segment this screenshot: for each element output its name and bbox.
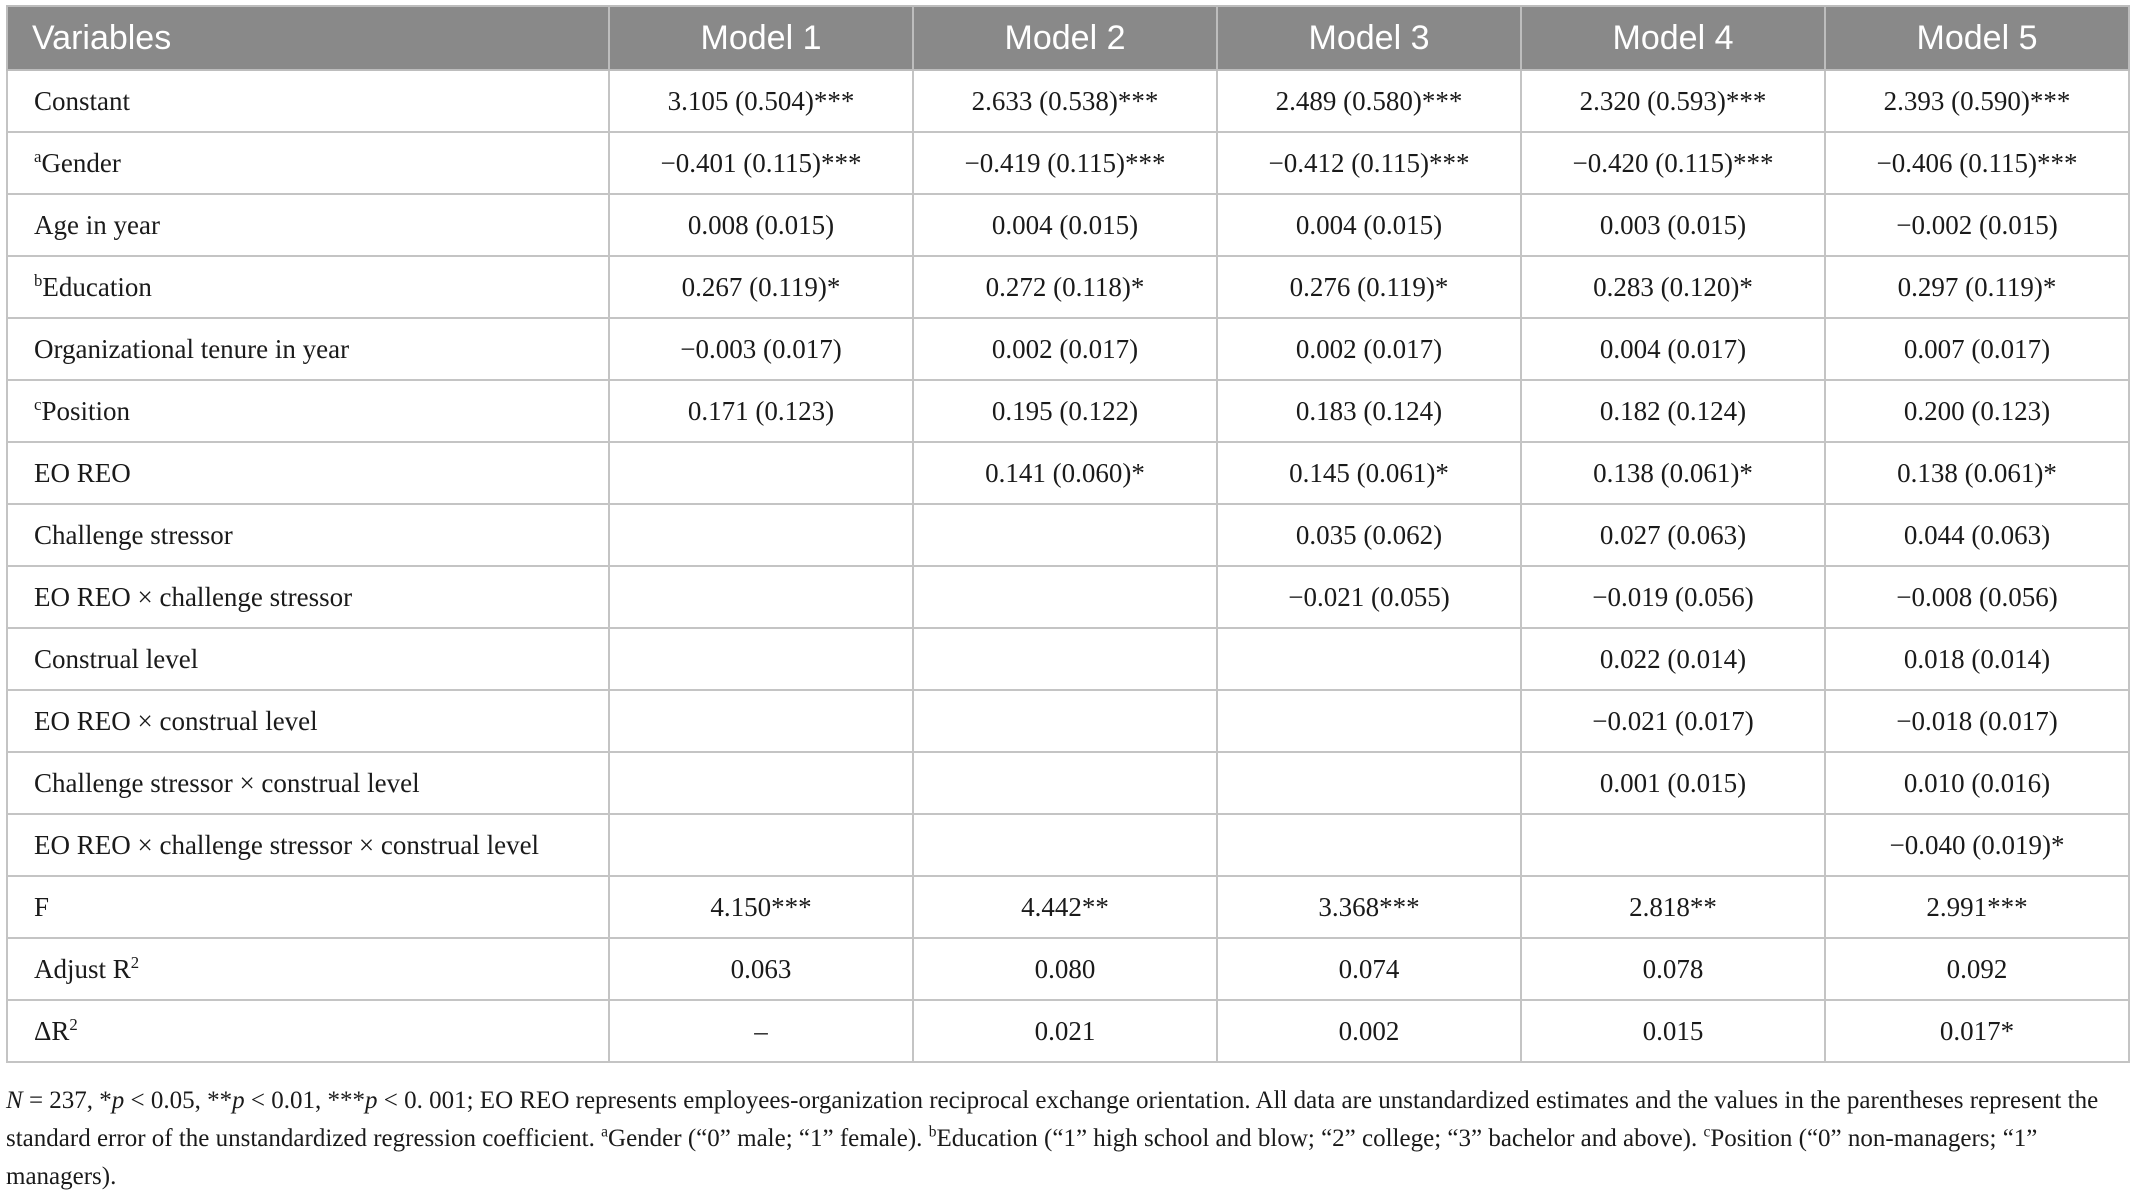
model-4-cell: −0.021 (0.017) bbox=[1521, 690, 1825, 752]
table-row bbox=[7, 814, 2129, 876]
header-model-2: Model 2 bbox=[913, 6, 1217, 70]
model-3-cell: 0.183 (0.124) bbox=[1217, 380, 1521, 442]
model-3-cell: −0.412 (0.115)*** bbox=[1217, 132, 1521, 194]
variable-cell bbox=[7, 132, 609, 194]
note-education: Education (“1” high school and blow; “2” college; “3” bachelor and above). bbox=[936, 1125, 1704, 1152]
model-1-cell: 4.150*** bbox=[609, 876, 913, 938]
model-1-cell bbox=[609, 814, 913, 876]
model-3-cell: −0.021 (0.055) bbox=[1217, 566, 1521, 628]
model-5-cell: 0.017* bbox=[1825, 1000, 2129, 1062]
model-5-cell: 2.991*** bbox=[1825, 876, 2129, 938]
model-5-cell: −0.406 (0.115)*** bbox=[1825, 132, 2129, 194]
model-4-cell: 2.320 (0.593)*** bbox=[1521, 70, 1825, 132]
model-2-cell: 0.002 (0.017) bbox=[913, 318, 1217, 380]
model-3-cell: 0.002 bbox=[1217, 1000, 1521, 1062]
table-row bbox=[7, 1000, 2129, 1062]
model-1-cell: 0.267 (0.119)* bbox=[609, 256, 913, 318]
variable-cell bbox=[7, 504, 609, 566]
table-row bbox=[7, 442, 2129, 504]
note-part2: < 0.05, ** bbox=[124, 1087, 233, 1114]
model-2-cell: 4.442** bbox=[913, 876, 1217, 938]
variable-label: Education bbox=[42, 271, 152, 302]
header-model-4: Model 4 bbox=[1521, 6, 1825, 70]
table-row bbox=[7, 628, 2129, 690]
header-row bbox=[7, 6, 2129, 70]
variable-cell bbox=[7, 814, 609, 876]
regression-table-container bbox=[6, 5, 2129, 1063]
model-2-cell: 0.272 (0.118)* bbox=[913, 256, 1217, 318]
table-row bbox=[7, 690, 2129, 752]
variable-label: EO REO × challenge stressor bbox=[34, 581, 353, 612]
note-part4: < 0. 001; EO REO represents employees-organization reciprocal exchange orientation. All data are unstandardized estimates and the values in the parentheses represent the standard error of the unstandardized regression coefficient. bbox=[6, 1087, 2099, 1152]
model-3-cell bbox=[1217, 690, 1521, 752]
variable-cell bbox=[7, 256, 609, 318]
model-2-cell bbox=[913, 628, 1217, 690]
variable-label: ΔR bbox=[34, 1015, 70, 1046]
variable-label: Age in year bbox=[34, 209, 160, 240]
model-5-cell: 0.044 (0.063) bbox=[1825, 504, 2129, 566]
variable-cell bbox=[7, 318, 609, 380]
variable-label-superscript: 2 bbox=[69, 1014, 78, 1034]
model-3-cell bbox=[1217, 752, 1521, 814]
table-row bbox=[7, 876, 2129, 938]
table-footnote bbox=[6, 1082, 2131, 1196]
model-4-cell: 0.022 (0.014) bbox=[1521, 628, 1825, 690]
model-5-cell: −0.008 (0.056) bbox=[1825, 566, 2129, 628]
model-2-cell: 0.021 bbox=[913, 1000, 1217, 1062]
model-4-cell: 0.283 (0.120)* bbox=[1521, 256, 1825, 318]
model-4-cell: 0.027 (0.063) bbox=[1521, 504, 1825, 566]
note-gender: Gender (“0” male; “1” female). bbox=[608, 1125, 929, 1152]
model-5-cell: 0.010 (0.016) bbox=[1825, 752, 2129, 814]
model-4-cell: 2.818** bbox=[1521, 876, 1825, 938]
variable-cell bbox=[7, 194, 609, 256]
variable-cell bbox=[7, 752, 609, 814]
model-4-cell: 0.003 (0.015) bbox=[1521, 194, 1825, 256]
note-part1: = 237, * bbox=[22, 1087, 112, 1114]
variable-label: Adjust R bbox=[34, 953, 131, 984]
model-3-cell: 2.489 (0.580)*** bbox=[1217, 70, 1521, 132]
model-1-cell bbox=[609, 628, 913, 690]
variable-label: Construal level bbox=[34, 643, 199, 674]
model-4-cell: −0.019 (0.056) bbox=[1521, 566, 1825, 628]
model-4-cell: 0.004 (0.017) bbox=[1521, 318, 1825, 380]
table-row bbox=[7, 752, 2129, 814]
model-5-cell: 0.138 (0.061)* bbox=[1825, 442, 2129, 504]
model-4-cell: 0.138 (0.061)* bbox=[1521, 442, 1825, 504]
model-4-cell: −0.420 (0.115)*** bbox=[1521, 132, 1825, 194]
variable-cell bbox=[7, 442, 609, 504]
model-1-cell bbox=[609, 752, 913, 814]
model-1-cell bbox=[609, 442, 913, 504]
model-1-cell bbox=[609, 690, 913, 752]
variable-cell bbox=[7, 380, 609, 442]
note-position: Position (“0” non-managers; “1” managers). bbox=[6, 1125, 2038, 1190]
model-4-cell: 0.078 bbox=[1521, 938, 1825, 1000]
note-p1: p bbox=[111, 1087, 125, 1114]
header-variables: Variables bbox=[7, 6, 609, 70]
variable-label: EO REO × construal level bbox=[34, 705, 318, 736]
variable-cell bbox=[7, 628, 609, 690]
model-2-cell: 0.004 (0.015) bbox=[913, 194, 1217, 256]
variable-label: Challenge stressor bbox=[34, 519, 233, 550]
model-2-cell bbox=[913, 814, 1217, 876]
model-1-cell: – bbox=[609, 1000, 913, 1062]
model-1-cell: 3.105 (0.504)*** bbox=[609, 70, 913, 132]
variable-label: Challenge stressor × construal level bbox=[34, 767, 420, 798]
variable-label: Gender bbox=[41, 147, 121, 178]
variable-label: EO REO × challenge stressor × construal level bbox=[34, 829, 540, 860]
model-5-cell: 0.092 bbox=[1825, 938, 2129, 1000]
model-2-cell bbox=[913, 504, 1217, 566]
table-row bbox=[7, 256, 2129, 318]
variable-label: Constant bbox=[34, 85, 131, 116]
variable-label: Organizational tenure in year bbox=[34, 333, 350, 364]
model-4-cell bbox=[1521, 814, 1825, 876]
table-row bbox=[7, 318, 2129, 380]
model-2-cell bbox=[913, 566, 1217, 628]
model-5-cell: 0.297 (0.119)* bbox=[1825, 256, 2129, 318]
model-5-cell: 0.018 (0.014) bbox=[1825, 628, 2129, 690]
note-sup-b: b bbox=[928, 1123, 937, 1141]
model-2-cell: 0.141 (0.060)* bbox=[913, 442, 1217, 504]
table-row bbox=[7, 194, 2129, 256]
variable-label-superscript: 2 bbox=[130, 952, 140, 972]
model-1-cell: 0.171 (0.123) bbox=[609, 380, 913, 442]
model-2-cell: 0.195 (0.122) bbox=[913, 380, 1217, 442]
model-3-cell: 0.276 (0.119)* bbox=[1217, 256, 1521, 318]
model-1-cell bbox=[609, 566, 913, 628]
table-row bbox=[7, 504, 2129, 566]
model-2-cell: 2.633 (0.538)*** bbox=[913, 70, 1217, 132]
model-2-cell bbox=[913, 690, 1217, 752]
note-n: N bbox=[6, 1087, 23, 1114]
variable-footnote-marker: a bbox=[34, 146, 42, 166]
table-body bbox=[7, 70, 2129, 1062]
variable-label: Position bbox=[41, 395, 130, 426]
table-row bbox=[7, 566, 2129, 628]
model-4-cell: 0.182 (0.124) bbox=[1521, 380, 1825, 442]
variable-cell bbox=[7, 938, 609, 1000]
model-3-cell: 0.004 (0.015) bbox=[1217, 194, 1521, 256]
regression-table bbox=[6, 5, 2130, 1063]
model-4-cell: 0.001 (0.015) bbox=[1521, 752, 1825, 814]
note-sup-c: c bbox=[1703, 1123, 1711, 1141]
variable-cell bbox=[7, 1000, 609, 1062]
header-model-5: Model 5 bbox=[1825, 6, 2129, 70]
model-3-cell: 0.145 (0.061)* bbox=[1217, 442, 1521, 504]
model-1-cell: 0.008 (0.015) bbox=[609, 194, 913, 256]
model-3-cell: 3.368*** bbox=[1217, 876, 1521, 938]
model-5-cell: −0.002 (0.015) bbox=[1825, 194, 2129, 256]
table-row bbox=[7, 938, 2129, 1000]
model-2-cell: −0.419 (0.115)*** bbox=[913, 132, 1217, 194]
model-1-cell: −0.003 (0.017) bbox=[609, 318, 913, 380]
model-4-cell: 0.015 bbox=[1521, 1000, 1825, 1062]
model-5-cell: 0.007 (0.017) bbox=[1825, 318, 2129, 380]
table-row bbox=[7, 132, 2129, 194]
model-1-cell bbox=[609, 504, 913, 566]
model-2-cell: 0.080 bbox=[913, 938, 1217, 1000]
header-model-3: Model 3 bbox=[1217, 6, 1521, 70]
variable-footnote-marker: c bbox=[34, 394, 42, 414]
table-row bbox=[7, 380, 2129, 442]
model-5-cell: 2.393 (0.590)*** bbox=[1825, 70, 2129, 132]
note-sup-a: a bbox=[601, 1123, 609, 1141]
note-p2: p bbox=[232, 1087, 245, 1114]
variable-cell bbox=[7, 70, 609, 132]
model-5-cell: −0.018 (0.017) bbox=[1825, 690, 2129, 752]
model-5-cell: 0.200 (0.123) bbox=[1825, 380, 2129, 442]
model-3-cell bbox=[1217, 628, 1521, 690]
variable-cell bbox=[7, 566, 609, 628]
variable-label: EO REO bbox=[34, 457, 131, 488]
model-1-cell: −0.401 (0.115)*** bbox=[609, 132, 913, 194]
model-3-cell: 0.074 bbox=[1217, 938, 1521, 1000]
header-model-1: Model 1 bbox=[609, 6, 913, 70]
note-p3: p bbox=[365, 1087, 378, 1114]
variable-label: F bbox=[34, 891, 50, 922]
model-3-cell bbox=[1217, 814, 1521, 876]
variable-cell bbox=[7, 876, 609, 938]
table-row bbox=[7, 70, 2129, 132]
model-1-cell: 0.063 bbox=[609, 938, 913, 1000]
model-3-cell: 0.035 (0.062) bbox=[1217, 504, 1521, 566]
model-3-cell: 0.002 (0.017) bbox=[1217, 318, 1521, 380]
variable-cell bbox=[7, 690, 609, 752]
model-5-cell: −0.040 (0.019)* bbox=[1825, 814, 2129, 876]
variable-footnote-marker: b bbox=[34, 270, 43, 290]
model-2-cell bbox=[913, 752, 1217, 814]
note-part3: < 0.01, *** bbox=[244, 1087, 366, 1114]
